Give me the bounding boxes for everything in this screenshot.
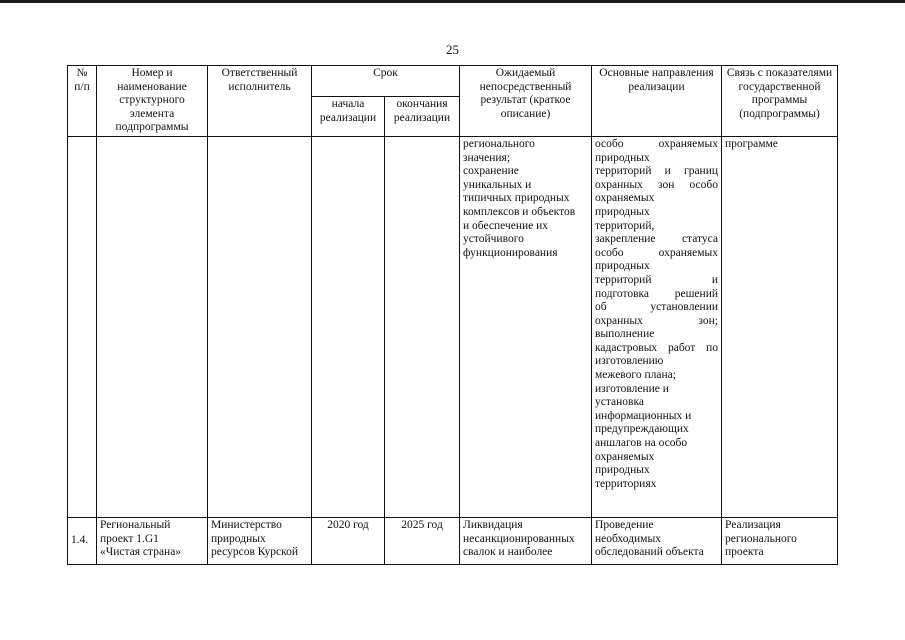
cell-directions: [592, 517, 722, 564]
directions-line: закрепление статуса: [595, 233, 719, 246]
name-line: «Чистая страна»: [100, 546, 182, 559]
cell-end-empty: [385, 136, 460, 517]
directions-line: выполнение: [595, 328, 655, 341]
result-line: сохранение: [463, 165, 519, 178]
scan-edge-line: [0, 0, 905, 3]
directions-line: особо охраняемых: [595, 246, 719, 259]
directions-line: изготовлению: [595, 355, 664, 368]
header-name: Номер и наименование структурного элемента подпрограммы: [97, 66, 208, 137]
directions-line: природных: [595, 260, 650, 273]
cell-num-empty: [68, 136, 97, 517]
directions-line: изготовление и: [595, 382, 669, 395]
header-term-end: окончания реализации: [385, 97, 460, 137]
cell-result: [460, 136, 592, 517]
directions-line: необходимых: [595, 532, 661, 545]
result-line: уникальных и: [463, 178, 532, 191]
directions-line: кадастровых работ по: [595, 341, 719, 354]
name-line: проект 1.G1: [100, 532, 159, 545]
header-row-1: [68, 66, 838, 97]
program-table: [67, 65, 838, 565]
result-line: свалок и наиболее: [463, 546, 553, 559]
link-line: регионального: [725, 532, 797, 545]
directions-line: предупреждающих: [595, 423, 689, 436]
cell-result: [460, 517, 592, 564]
result-line: Ликвидация: [463, 518, 523, 531]
directions-line: информационных и: [595, 409, 692, 422]
directions-line: охранных зон;: [595, 314, 719, 327]
directions-line: подготовка решений: [595, 287, 719, 300]
result-line: несанкционированных: [463, 532, 575, 545]
directions-line: территорий и: [595, 273, 719, 286]
result-line: функционирования: [463, 246, 558, 259]
result-line: и обеспечение их: [463, 219, 549, 232]
link-line: проекта: [725, 546, 764, 559]
directions-line: природных: [595, 464, 650, 477]
header-term-start: начала реализации: [312, 97, 385, 137]
cell-executor: [208, 517, 312, 564]
cell-term-end: 2025 год: [385, 517, 460, 564]
executor-line: природных: [211, 532, 266, 545]
header-executor: Ответственный исполнитель: [208, 66, 312, 137]
result-line: комплексов и объектов: [463, 205, 576, 218]
result-line: значения;: [463, 151, 511, 164]
cell-term-start: 2020 год: [312, 517, 385, 564]
result-line: регионального: [463, 137, 535, 150]
directions-line: охраняемых: [595, 450, 655, 463]
directions-line: территорий и границ: [595, 165, 719, 178]
header-num: № п/п: [68, 66, 97, 137]
directions-line: обследований объекта: [595, 546, 704, 559]
cell-directions: [592, 136, 722, 517]
directions-line: установка: [595, 396, 644, 409]
cell-start-empty: [312, 136, 385, 517]
cell-link: [722, 136, 838, 517]
directions-line: природных: [595, 151, 650, 164]
result-line: устойчивого: [463, 233, 524, 246]
cell-executor-empty: [208, 136, 312, 517]
name-line: Региональный: [100, 518, 171, 531]
result-line: типичных природных: [463, 192, 570, 205]
link-line: программе: [725, 137, 778, 150]
directions-line: межевого плана;: [595, 369, 676, 382]
directions-line: природных: [595, 205, 650, 218]
page-number: 25: [446, 42, 459, 57]
directions-line: территориях: [595, 477, 657, 490]
header-directions: Основные направления реализации: [592, 66, 722, 137]
cell-name-empty: [97, 136, 208, 517]
table-row-1-4: [68, 517, 838, 564]
directions-line: охраняемых: [595, 192, 655, 205]
cell-project-name: [97, 517, 208, 564]
header-link: Связь с показателями государственной программы (подпрограммы): [722, 66, 838, 137]
header-term: Срок: [312, 66, 460, 97]
directions-line: охранных зон особо: [595, 178, 719, 191]
table-row-continued: [68, 136, 838, 517]
directions-line: об установлении: [595, 301, 719, 314]
executor-line: Министерство: [211, 518, 282, 531]
cell-row-number: 1.4.: [68, 517, 97, 564]
cell-link: [722, 517, 838, 564]
directions-line: особо охраняемых: [595, 137, 719, 150]
directions-line: территорий,: [595, 219, 655, 232]
directions-line: Проведение: [595, 518, 654, 531]
directions-line: аншлагов на особо: [595, 437, 688, 450]
link-line: Реализация: [725, 518, 781, 531]
executor-line: ресурсов Курской: [211, 546, 299, 559]
header-result: Ожидаемый непосредственный результат (краткое описание): [460, 66, 592, 137]
